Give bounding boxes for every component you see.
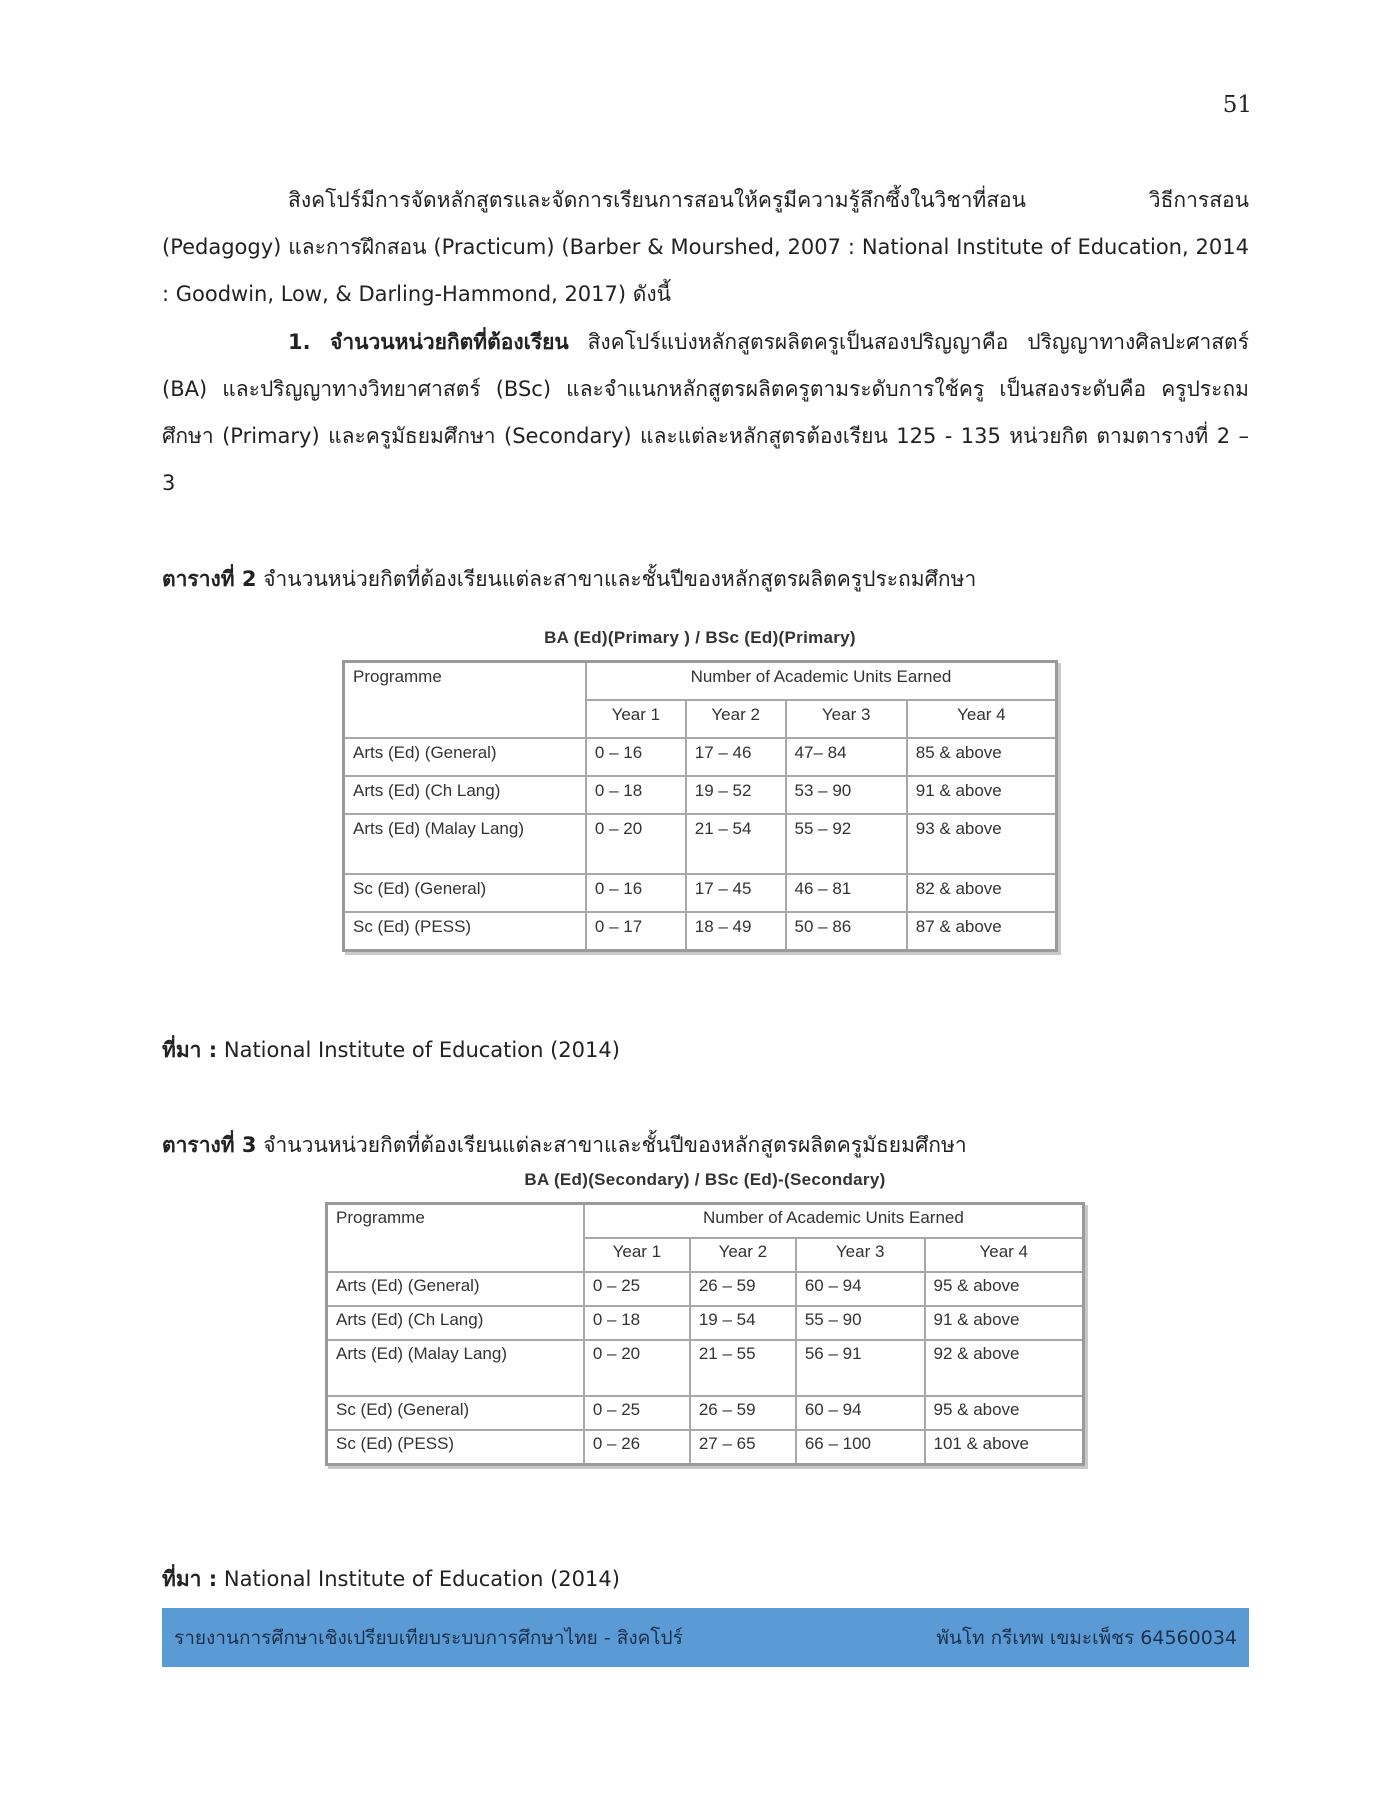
source-label: ที่มา : (162, 1038, 218, 1062)
cell-year1: 0 – 26 (584, 1430, 690, 1465)
cell-year3: 56 – 91 (796, 1340, 925, 1396)
cell-year3: 60 – 94 (796, 1396, 925, 1430)
header-units-earned: Number of Academic Units Earned (584, 1204, 1084, 1239)
table-row (344, 738, 1057, 776)
cell-year4: 92 & above (925, 1340, 1084, 1396)
cell-year4: 95 & above (925, 1396, 1084, 1430)
cell-year1: 0 – 20 (584, 1340, 690, 1396)
table3-source (162, 1563, 620, 1596)
table2-source (162, 1034, 620, 1067)
header-year: Year 1 (586, 700, 686, 738)
cell-year1: 0 – 18 (586, 776, 686, 814)
table3 (325, 1202, 1085, 1466)
header-year: Year 3 (796, 1238, 925, 1272)
cell-programme: Arts (Ed) (Malay Lang) (344, 814, 586, 874)
cell-year1: 0 – 18 (584, 1306, 690, 1340)
cell-year2: 26 – 59 (690, 1396, 796, 1430)
cell-year3: 60 – 94 (796, 1272, 925, 1306)
cell-programme: Sc (Ed) (General) (344, 874, 586, 912)
table-row (327, 1396, 1084, 1430)
intro-paragraph-text: สิงคโปร์มีการจัดหลักสูตรและจัดการเรียนการสอนให้ครูมีความรู้ลึกซึ้งในวิชาที่สอน วิธีการสอน (Pedagogy) และการฝึกสอน (Practicum) (Barber & Mourshed, 2007 : National Institute of Education, 2014 : Goodwin, Low, & Darling-Hammond, 2017) ดังนี้ (162, 188, 1249, 306)
cell-year2: 19 – 52 (686, 776, 786, 814)
cell-year3: 55 – 92 (786, 814, 907, 874)
header-year: Year 1 (584, 1238, 690, 1272)
header-year: Year 2 (690, 1238, 796, 1272)
table2-title: BA (Ed)(Primary ) / BSc (Ed)(Primary) (544, 628, 856, 647)
cell-year2: 21 – 54 (686, 814, 786, 874)
table-header-row (344, 662, 1057, 701)
cell-year3: 53 – 90 (786, 776, 907, 814)
footer-author: พันโท กรีเทพ เขมะเพ็ชร 64560034 (936, 1626, 1237, 1649)
table2-caption (162, 563, 976, 596)
table-row (327, 1430, 1084, 1465)
cell-year2: 17 – 45 (686, 874, 786, 912)
cell-year2: 19 – 54 (690, 1306, 796, 1340)
cell-programme: Sc (Ed) (PESS) (344, 912, 586, 951)
cell-year2: 26 – 59 (690, 1272, 796, 1306)
source-text: National Institute of Education (2014) (217, 1038, 620, 1062)
cell-year3: 46 – 81 (786, 874, 907, 912)
section-heading: 1. จำนวนหน่วยกิตที่ต้องเรียน (288, 330, 569, 354)
cell-year2: 17 – 46 (686, 738, 786, 776)
cell-programme: Arts (Ed) (Ch Lang) (327, 1306, 584, 1340)
table3-image (325, 1170, 1085, 1466)
cell-year1: 0 – 16 (586, 738, 686, 776)
table-header-row (327, 1204, 1084, 1239)
table-row (327, 1340, 1084, 1396)
cell-year3: 55 – 90 (796, 1306, 925, 1340)
table-row (344, 776, 1057, 814)
table-row (344, 874, 1057, 912)
table3-title: BA (Ed)(Secondary) / BSc (Ed)-(Secondary) (524, 1170, 886, 1189)
header-year: Year 3 (786, 700, 907, 738)
footer-report-title: รายงานการศึกษาเชิงเปรียบเทียบระบบการศึกษาไทย - สิงคโปร์ (174, 1626, 683, 1649)
cell-programme: Arts (Ed) (General) (344, 738, 586, 776)
cell-year3: 47– 84 (786, 738, 907, 776)
cell-programme: Arts (Ed) (Malay Lang) (327, 1340, 584, 1396)
table-row (327, 1272, 1084, 1306)
cell-year2: 27 – 65 (690, 1430, 796, 1465)
table-row (344, 912, 1057, 951)
cell-year4: 91 & above (907, 776, 1057, 814)
credit-paragraph (162, 319, 1249, 507)
page-number: 51 (1222, 92, 1252, 118)
table3-caption-label: ตารางที่ 3 (162, 1133, 257, 1157)
cell-year4: 95 & above (925, 1272, 1084, 1306)
source-label: ที่มา : (162, 1567, 218, 1591)
cell-year2: 18 – 49 (686, 912, 786, 951)
header-programme: Programme (327, 1204, 584, 1273)
source-text: National Institute of Education (2014) (217, 1567, 620, 1591)
cell-year1: 0 – 25 (584, 1272, 690, 1306)
cell-year4: 101 & above (925, 1430, 1084, 1465)
header-year: Year 4 (907, 700, 1057, 738)
cell-year4: 93 & above (907, 814, 1057, 874)
cell-year1: 0 – 25 (584, 1396, 690, 1430)
table2 (342, 660, 1058, 952)
cell-year4: 91 & above (925, 1306, 1084, 1340)
header-units-earned: Number of Academic Units Earned (586, 662, 1057, 701)
table2-image (342, 628, 1058, 952)
table-row (327, 1306, 1084, 1340)
cell-year3: 50 – 86 (786, 912, 907, 951)
cell-year3: 66 – 100 (796, 1430, 925, 1465)
credit-paragraph-text: สิงคโปร์แบ่งหลักสูตรผลิตครูเป็นสองปริญญาคือ ปริญญาทางศิลปะศาสตร์ (BA) และปริญญาทางวิทยาศาสตร์ (BSc) และจำแนกหลักสูตรผลิตครูตามระดับการใช้ครู เป็นสองระดับคือ ครูประถมศึกษา (Primary) และครูมัธยมศึกษา (Secondary) และแต่ละหลักสูตรต้องเรียน 125 - 135 หน่วยกิต ตามตารางที่ 2 – 3 (162, 330, 1249, 495)
cell-programme: Sc (Ed) (General) (327, 1396, 584, 1430)
cell-programme: Arts (Ed) (Ch Lang) (344, 776, 586, 814)
intro-paragraph (162, 177, 1249, 318)
cell-year4: 85 & above (907, 738, 1057, 776)
cell-year1: 0 – 17 (586, 912, 686, 951)
table2-caption-label: ตารางที่ 2 (162, 567, 257, 591)
cell-year4: 87 & above (907, 912, 1057, 951)
header-year: Year 4 (925, 1238, 1084, 1272)
footer-bar (162, 1608, 1249, 1667)
table2-caption-text: จำนวนหน่วยกิตที่ต้องเรียนแต่ละสาขาและชั้นปีของหลักสูตรผลิตครูประถมศึกษา (256, 567, 977, 591)
table3-caption-text: จำนวนหน่วยกิตที่ต้องเรียนแต่ละสาขาและชั้นปีของหลักสูตรผลิตครูมัธยมศึกษา (256, 1133, 967, 1157)
header-year: Year 2 (686, 700, 786, 738)
cell-programme: Arts (Ed) (General) (327, 1272, 584, 1306)
table-row (344, 814, 1057, 874)
header-programme: Programme (344, 662, 586, 739)
cell-year4: 82 & above (907, 874, 1057, 912)
table3-caption (162, 1129, 967, 1162)
cell-year1: 0 – 16 (586, 874, 686, 912)
cell-year1: 0 – 20 (586, 814, 686, 874)
cell-programme: Sc (Ed) (PESS) (327, 1430, 584, 1465)
cell-year2: 21 – 55 (690, 1340, 796, 1396)
